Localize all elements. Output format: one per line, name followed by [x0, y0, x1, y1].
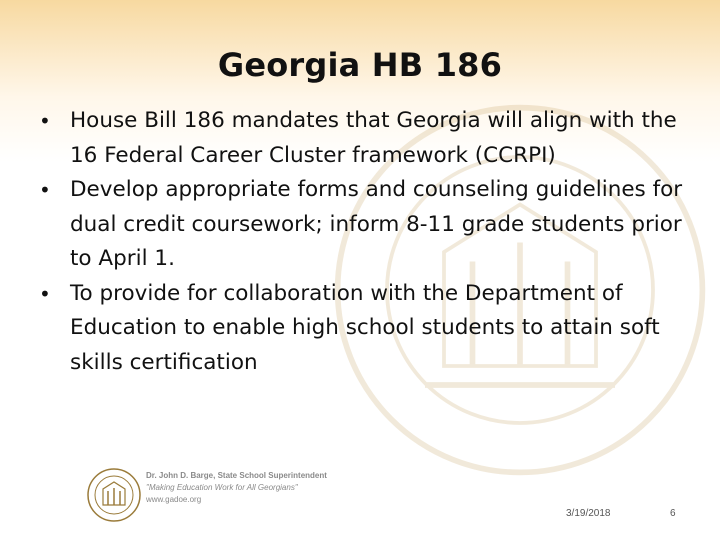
bullet-icon: • [39, 281, 51, 306]
department-of-education-seal-icon [86, 465, 142, 525]
bullet-text: Develop appropriate forms and counseling guidelines for dual credit coursework; inform 8-11 grade students prior to April 1. [70, 177, 683, 271]
bullet-item [36, 173, 696, 277]
bullet-text: House Bill 186 mandates that Georgia will align with the 16 Federal Career Cluster framework (CCRPI) [70, 108, 677, 168]
slide-title: Georgia HB 186 [217, 46, 503, 84]
bullet-icon: • [39, 109, 51, 133]
slide-date: 3/19/2018 [566, 508, 611, 519]
bullet-item [36, 104, 696, 173]
bullet-item [36, 277, 696, 381]
bullet-icon: • [39, 178, 51, 202]
bullet-list [36, 104, 696, 380]
bullet-text: To provide for collaboration with the Department of Education to enable high school students to attain soft skills certification [70, 280, 660, 375]
slide-number: 6 [670, 508, 676, 519]
motto-line: "Making Education Work for All Georgians" [146, 483, 298, 492]
superintendent-line: Dr. John D. Barge, State School Superintendent [146, 471, 327, 480]
footer-info [146, 470, 327, 506]
website-link[interactable]: www.gadoe.org [146, 495, 202, 504]
